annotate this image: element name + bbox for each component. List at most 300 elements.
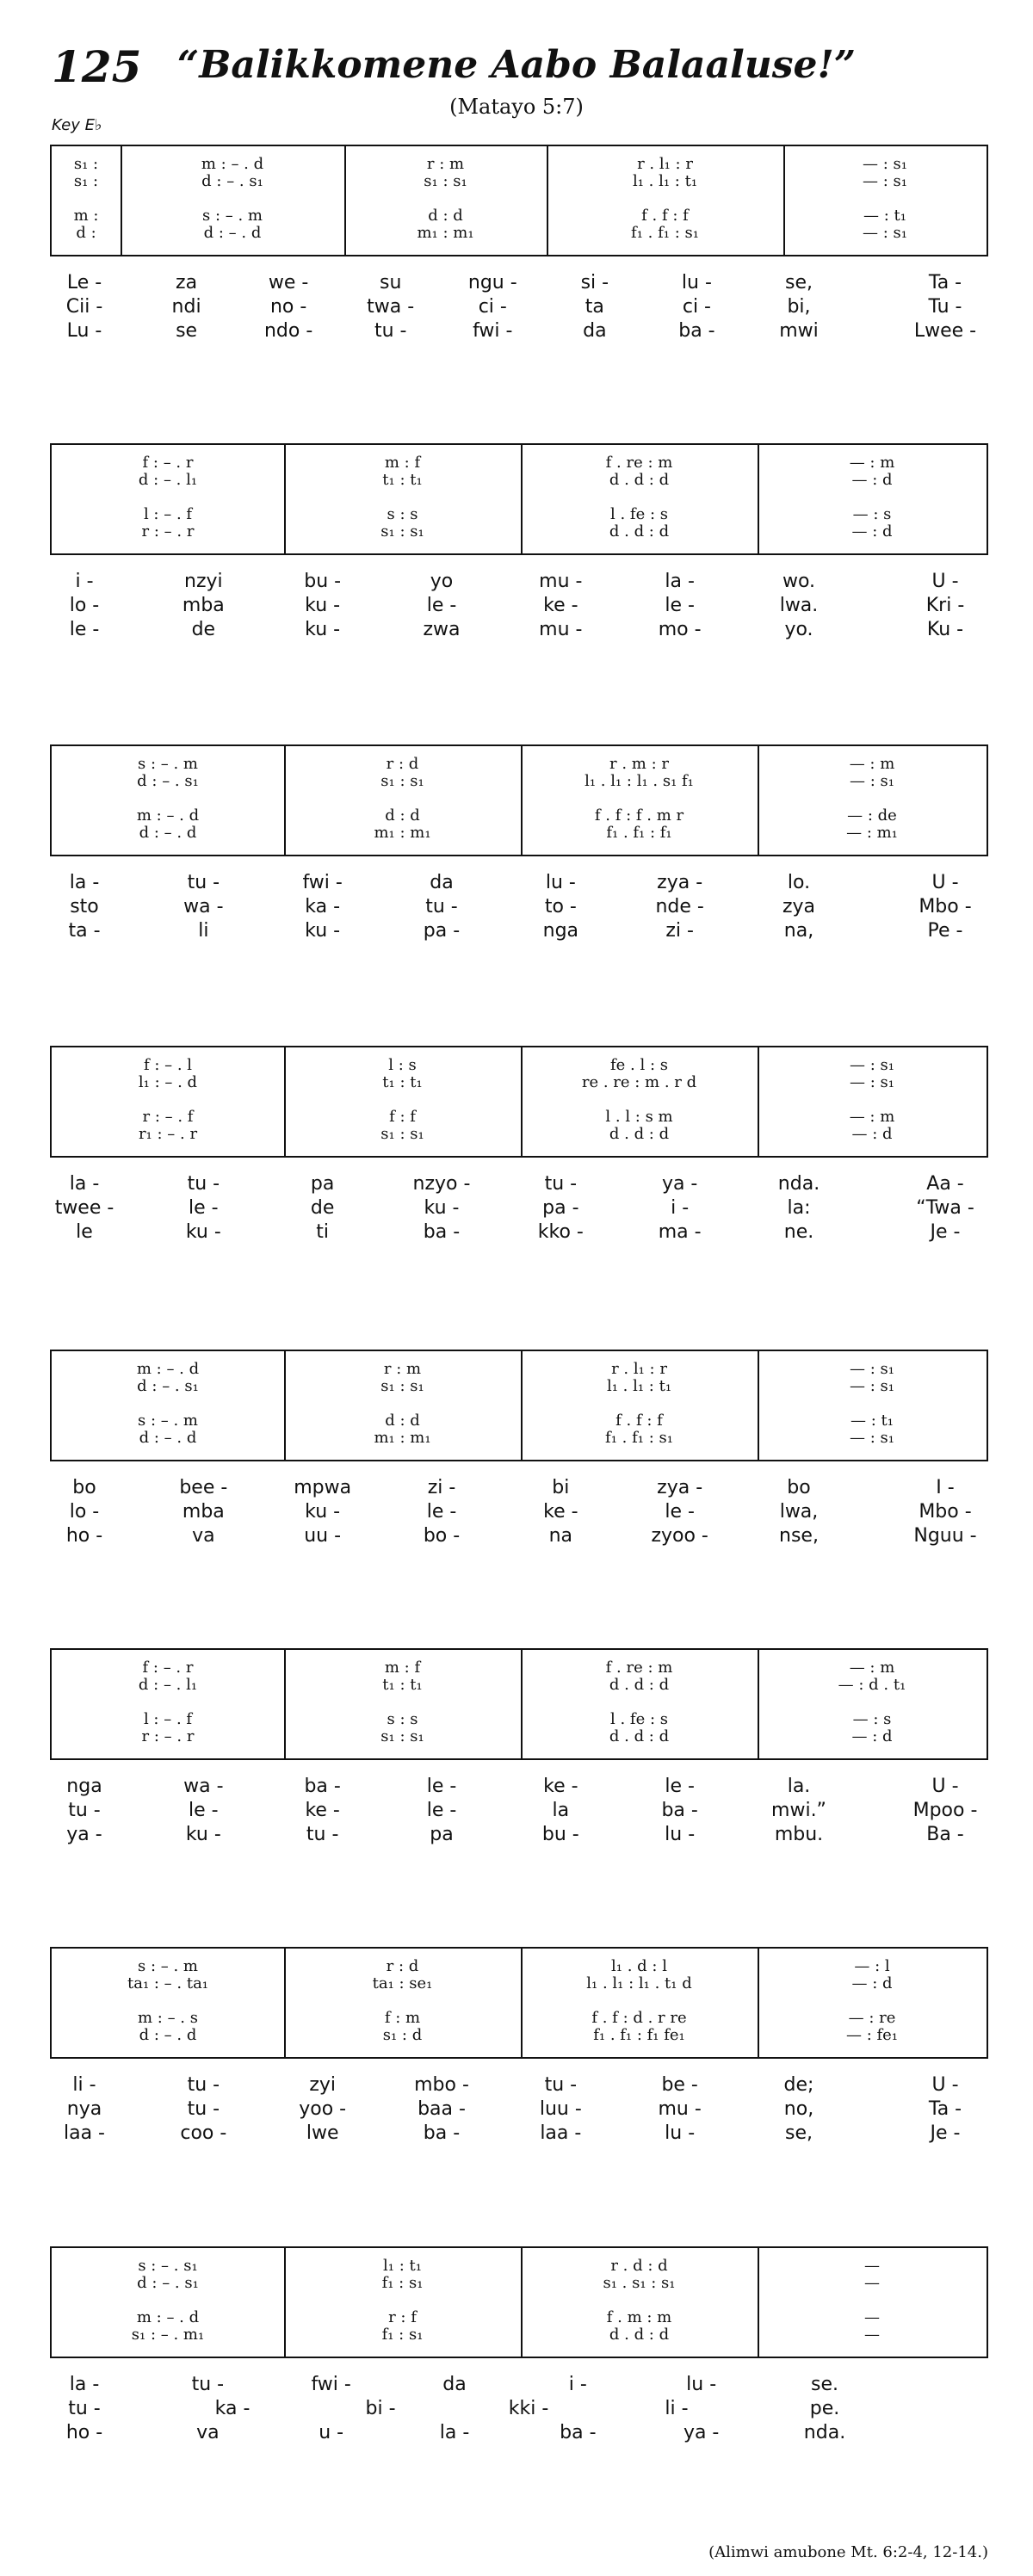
lyric-syllable: tu - (544, 2074, 578, 2096)
footer-reference: (Alimwi amubone Mt. 6:2-4, 12-14.) (708, 2543, 988, 2561)
solfa-cell: l₁ . d : l (611, 1957, 667, 1975)
barline (284, 746, 286, 855)
lyric-syllable: i - (568, 2374, 587, 2395)
solfa-cell: m : (73, 207, 99, 225)
lyric-syllable: U - (931, 1776, 959, 1797)
barline (758, 445, 759, 553)
lyric-syllable: yo. (784, 619, 813, 640)
lyric-syllable: bi (552, 1477, 570, 1498)
solfa-cell: l . fe : s (610, 1710, 668, 1728)
solfa-cell: f₁ . f₁ : s₁ (631, 224, 699, 242)
solfa-cell: m : – . d (136, 1360, 200, 1378)
solfa-cell: m₁ : m₁ (374, 1429, 431, 1447)
lyric-syllable: nda. (803, 2422, 846, 2443)
solfa-cell: s : – . m (138, 1412, 198, 1430)
lyric-syllable: Ta - (928, 272, 962, 293)
lyric-syllable: no - (269, 296, 307, 318)
music-system (50, 2246, 988, 2358)
solfa-cell: s : – . s₁ (138, 2257, 198, 2275)
lyric-syllable: li - (665, 2398, 689, 2419)
lyric-syllable: pa - (423, 920, 461, 942)
solfa-cell: l : s (388, 1056, 417, 1074)
lyric-syllable: lo - (69, 1501, 100, 1523)
lyric-syllable: se (176, 320, 198, 342)
lyric-syllable: Lu - (66, 320, 102, 342)
solfa-cell: — : m (849, 1659, 895, 1677)
solfa-cell: — : s₁ (850, 772, 894, 790)
lyric-syllable: la (552, 1800, 570, 1821)
solfa-cell: — : l (854, 1957, 890, 1975)
solfa-cell: s₁ : (73, 155, 99, 173)
lyric-syllable: ba - (304, 1776, 341, 1797)
lyric-syllable: no, (783, 2098, 814, 2120)
lyric-syllable: Le - (66, 272, 102, 293)
music-system (50, 1350, 988, 1461)
lyric-syllable: lu - (545, 872, 576, 893)
solfa-cell: — : s₁ (863, 172, 907, 190)
solfa-cell: d : d (385, 806, 420, 825)
lyric-syllable: Nguu - (913, 1525, 977, 1547)
solfa-cell: fe . l : s (610, 1056, 668, 1074)
barline (284, 1351, 286, 1460)
lyric-syllable: la - (439, 2422, 470, 2443)
lyric-syllable: laa - (540, 2122, 582, 2144)
lyric-syllable: tu - (187, 2074, 220, 2096)
lyric-syllable: Mbo - (919, 896, 972, 917)
lyric-syllable: Ku - (926, 619, 964, 640)
lyric-syllable: la - (69, 872, 100, 893)
lyric-syllable: Pe - (927, 920, 963, 942)
lyric-syllable: bu - (304, 571, 342, 592)
lyric-syllable: se, (785, 2122, 813, 2144)
lyric-syllable: mu - (539, 619, 583, 640)
solfa-cell: — : s (852, 1710, 892, 1728)
lyric-syllable: Mbo - (919, 1501, 972, 1523)
music-system (50, 145, 988, 256)
lyric-syllable: ku - (305, 920, 341, 942)
lyric-syllable: zyoo - (651, 1525, 708, 1547)
solfa-cell: — : s (852, 505, 892, 523)
barline (521, 445, 523, 553)
solfa-cell: — : s₁ (850, 1429, 894, 1447)
barline (521, 1949, 523, 2057)
solfa-cell: s₁ : s₁ (424, 172, 467, 190)
solfa-cell: d : – . l₁ (138, 471, 198, 489)
lyric-syllable: ci - (478, 296, 507, 318)
lyric-syllable: baa - (418, 2098, 466, 2120)
solfa-cell: s₁ : s₁ (380, 1377, 424, 1395)
key-signature: Key E♭ (52, 116, 102, 134)
solfa-cell: d : d (385, 1412, 420, 1430)
lyric-syllable: wa - (183, 1776, 224, 1797)
lyric-syllable: nzyo - (412, 1173, 471, 1195)
barline (121, 146, 122, 255)
solfa-cell: — : d (851, 471, 893, 489)
solfa-cell: r : m (383, 1360, 422, 1378)
lyric-syllable: ya - (661, 1173, 698, 1195)
lyric-syllable: ba - (678, 320, 715, 342)
solfa-cell: s₁ : s₁ (380, 1125, 424, 1143)
solfa-cell: r . l₁ : r (611, 1360, 667, 1378)
solfa-cell: — : s₁ (850, 1073, 894, 1091)
solfa-cell: s₁ : s₁ (380, 772, 424, 790)
lyric-syllable: tu - (68, 2398, 101, 2419)
lyric-syllable: wo. (782, 571, 816, 592)
lyric-syllable: pa (430, 1824, 454, 1845)
lyric-syllable: nya (66, 2098, 102, 2120)
solfa-cell: s₁ : d (382, 2026, 423, 2044)
lyric-syllable: fwi - (473, 320, 513, 342)
lyric-syllable: lu - (665, 1824, 696, 1845)
lyric-syllable: da (430, 872, 454, 893)
solfa-cell: l : – . f (143, 505, 193, 523)
lyric-syllable: pa (310, 1173, 335, 1195)
lyric-syllable: ti (316, 1221, 330, 1243)
solfa-cell: — : re (848, 2009, 896, 2027)
solfa-cell: l₁ : t₁ (383, 2257, 422, 2275)
solfa-cell: f . m : m (606, 2308, 672, 2326)
solfa-cell: d . d : d (609, 1727, 670, 1745)
solfa-cell: t₁ : t₁ (382, 1073, 423, 1091)
barline (758, 1949, 759, 2057)
solfa-cell: m₁ : m₁ (417, 224, 474, 242)
solfa-cell: f . f : d . r re (591, 2009, 687, 2027)
music-system (50, 443, 988, 555)
barline (284, 1047, 286, 1156)
solfa-cell: m : – . d (136, 806, 200, 825)
solfa-cell: r . l₁ : r (637, 155, 693, 173)
solfa-cell: t₁ : t₁ (382, 1676, 423, 1694)
lyric-syllable: lu - (686, 2374, 717, 2395)
solfa-cell: d : – . s₁ (137, 772, 199, 790)
lyric-syllable: U - (931, 2074, 959, 2096)
solfa-cell: ta₁ : se₁ (372, 1974, 433, 1992)
solfa-cell: — (864, 2274, 880, 2292)
lyric-syllable: ku - (305, 595, 341, 616)
hymn-number: 125 (52, 41, 142, 92)
lyric-syllable: le - (665, 595, 695, 616)
lyric-syllable: le - (665, 1776, 695, 1797)
solfa-cell: r : – . r (141, 522, 195, 541)
lyric-syllable: U - (931, 872, 959, 893)
solfa-cell: s : s (387, 505, 418, 523)
lyric-syllable: U - (931, 571, 959, 592)
lyric-syllable: ke - (305, 1800, 340, 1821)
music-system (50, 1947, 988, 2059)
lyric-syllable: Cii - (65, 296, 103, 318)
solfa-cell: — (864, 2257, 880, 2275)
lyric-syllable: sto (70, 896, 99, 917)
lyric-syllable: ndo - (263, 320, 313, 342)
lyric-syllable: ku - (305, 619, 341, 640)
barline (521, 1650, 523, 1758)
solfa-cell: r₁ : – . r (138, 1125, 198, 1143)
lyric-syllable: de (191, 619, 216, 640)
lyric-syllable: ngu - (467, 272, 517, 293)
solfa-cell: f₁ . f₁ : f₁ (606, 824, 672, 842)
solfa-cell: — : m (849, 755, 895, 773)
lyric-syllable: mwi.” (771, 1800, 826, 1821)
solfa-cell: r : f (388, 2308, 417, 2326)
lyric-syllable: ya - (66, 1824, 102, 1845)
lyric-syllable: twee - (54, 1197, 114, 1219)
lyric-syllable: ku - (305, 1501, 341, 1523)
lyric-syllable: ba - (423, 2122, 461, 2144)
solfa-cell: d : – . l₁ (138, 1676, 198, 1694)
barline (758, 1351, 759, 1460)
lyric-syllable: mpwa (294, 1477, 352, 1498)
lyric-syllable: to - (544, 896, 577, 917)
lyric-syllable: le - (189, 1800, 219, 1821)
lyric-syllable: le (76, 1221, 93, 1243)
lyric-syllable: mu - (539, 571, 583, 592)
solfa-cell: d . d : d (609, 2326, 670, 2344)
lyric-syllable: bo - (423, 1525, 461, 1547)
lyric-syllable: fwi - (302, 872, 343, 893)
solfa-cell: — : s₁ (850, 1056, 894, 1074)
barline (521, 1047, 523, 1156)
lyric-syllable: mwi (779, 320, 819, 342)
lyric-syllable: tu - (187, 872, 220, 893)
solfa-cell: f₁ : s₁ (381, 2274, 424, 2292)
solfa-cell: ta₁ : – . ta₁ (127, 1974, 209, 1992)
solfa-cell: — : d (851, 1125, 893, 1143)
solfa-cell: s : s (387, 1710, 418, 1728)
lyric-syllable: tu - (306, 1824, 339, 1845)
lyric-syllable: ba - (423, 1221, 461, 1243)
lyric-syllable: mba (182, 1501, 225, 1523)
lyric-syllable: kko - (537, 1221, 584, 1243)
solfa-cell: — : s₁ (850, 1360, 894, 1378)
lyric-syllable: kki - (508, 2398, 549, 2419)
solfa-cell: m : – . s (138, 2009, 198, 2027)
lyric-syllable: i - (75, 571, 94, 592)
lyric-syllable: Je - (930, 2122, 961, 2144)
lyric-syllable: le - (426, 1776, 457, 1797)
solfa-cell: — : d (851, 1974, 893, 1992)
solfa-cell: d : – . s₁ (201, 172, 263, 190)
music-system (50, 1046, 988, 1158)
lyric-syllable: “Twa - (916, 1197, 974, 1219)
solfa-cell: s₁ : – . m₁ (131, 2326, 205, 2344)
lyric-syllable: ke - (543, 1501, 578, 1523)
barline (758, 746, 759, 855)
lyric-syllable: le - (189, 1197, 219, 1219)
lyric-syllable: ku - (185, 1824, 221, 1845)
lyric-syllable: tu - (425, 896, 458, 917)
lyric-syllable: za (176, 272, 198, 293)
solfa-cell: d : – . d (139, 2026, 197, 2044)
solfa-cell: re . re : m . r d (581, 1073, 697, 1091)
lyric-syllable: lwa. (779, 595, 819, 616)
music-system (50, 1648, 988, 1760)
lyric-syllable: la: (787, 1197, 811, 1219)
solfa-cell: s : – . m (202, 207, 263, 225)
lyric-syllable: pe. (809, 2398, 840, 2419)
lyric-syllable: Mpoo - (912, 1800, 978, 1821)
solfa-cell: d : – . d (203, 224, 262, 242)
lyric-syllable: tu - (191, 2374, 225, 2395)
solfa-cell: d : – . d (139, 824, 197, 842)
lyric-syllable: fwi - (311, 2374, 351, 2395)
solfa-cell: l₁ . l₁ : t₁ (632, 172, 698, 190)
lyric-syllable: su (380, 272, 402, 293)
lyric-syllable: nga (542, 920, 579, 942)
lyric-syllable: ta - (68, 920, 101, 942)
lyric-syllable: lo. (787, 872, 811, 893)
lyric-syllable: bee - (179, 1477, 228, 1498)
lyric-syllable: lwe (306, 2122, 339, 2144)
solfa-cell: f . re : m (605, 454, 673, 472)
lyric-syllable: lu - (665, 2122, 696, 2144)
lyric-syllable: zya (782, 896, 816, 917)
solfa-cell: d : – . s₁ (137, 1377, 199, 1395)
barline (284, 1949, 286, 2057)
barline (284, 1650, 286, 1758)
barline (521, 2248, 523, 2357)
lyric-syllable: tu - (187, 1173, 220, 1195)
lyric-syllable: be - (661, 2074, 698, 2096)
solfa-cell: l₁ . l₁ : t₁ (606, 1377, 672, 1395)
solfa-cell: l : – . f (143, 1710, 193, 1728)
lyric-syllable: zyi (309, 2074, 336, 2096)
lyric-syllable: la. (787, 1776, 811, 1797)
lyric-syllable: ka - (305, 896, 341, 917)
lyric-syllable: zi - (665, 920, 694, 942)
lyric-syllable: nga (66, 1776, 102, 1797)
barline (758, 1650, 759, 1758)
lyric-syllable: si - (580, 272, 609, 293)
solfa-cell: — : s₁ (850, 1377, 894, 1395)
solfa-cell: — : s₁ (863, 155, 907, 173)
lyric-syllable: i - (671, 1197, 690, 1219)
barline (758, 1047, 759, 1156)
lyric-syllable: Ta - (928, 2098, 962, 2120)
solfa-cell: f : – . l (143, 1056, 193, 1074)
lyric-syllable: da (442, 2374, 467, 2395)
lyric-syllable: ya - (683, 2422, 720, 2443)
lyric-syllable: lo - (69, 595, 100, 616)
lyric-syllable: ta (585, 296, 604, 318)
lyric-syllable: mbu. (774, 1824, 824, 1845)
solfa-cell: r : – . r (141, 1727, 195, 1745)
barline (547, 146, 548, 255)
solfa-cell: m : – . d (136, 2308, 200, 2326)
solfa-cell: — : m (849, 454, 895, 472)
lyric-syllable: se, (785, 272, 813, 293)
lyric-syllable: ho - (65, 2422, 103, 2443)
lyric-syllable: twa - (367, 296, 415, 318)
lyric-syllable: bi, (787, 296, 811, 318)
solfa-cell: d : d (428, 207, 463, 225)
solfa-cell: — : t₁ (863, 207, 906, 225)
lyric-syllable: ci - (682, 296, 711, 318)
lyric-syllable: tu - (187, 2098, 220, 2120)
lyric-syllable: ku - (185, 1221, 221, 1243)
lyric-syllable: yoo - (299, 2098, 347, 2120)
lyric-syllable: Ba - (926, 1824, 964, 1845)
lyric-syllable: le - (426, 595, 457, 616)
solfa-cell: f : f (389, 1108, 416, 1126)
lyric-syllable: tu - (544, 1173, 578, 1195)
solfa-cell: s₁ : s₁ (380, 522, 424, 541)
lyric-syllable: uu - (304, 1525, 342, 1547)
lyric-syllable: mo - (658, 619, 702, 640)
solfa-cell: — : s₁ (863, 224, 907, 242)
solfa-cell: f₁ . f₁ : f₁ fe₁ (593, 2026, 685, 2044)
lyric-syllable: va (196, 2422, 220, 2443)
solfa-cell: l . l : s m (605, 1108, 673, 1126)
lyric-syllable: la - (69, 2374, 100, 2395)
solfa-cell: s : – . m (138, 755, 198, 773)
solfa-cell: s₁ . s₁ : s₁ (603, 2274, 676, 2292)
solfa-cell: r : m (426, 155, 465, 173)
lyric-syllable: yo (430, 571, 454, 592)
solfa-cell: — (864, 2326, 880, 2344)
solfa-cell: l . fe : s (610, 505, 668, 523)
lyric-syllable: le - (665, 1501, 695, 1523)
lyric-syllable: ba - (560, 2422, 597, 2443)
lyric-syllable: Kri - (925, 595, 965, 616)
solfa-cell: s : – . m (138, 1957, 198, 1975)
solfa-cell: s₁ : (73, 172, 99, 190)
lyric-syllable: de; (783, 2074, 814, 2096)
solfa-cell: r : d (386, 755, 419, 773)
solfa-cell: m : f (384, 1659, 421, 1677)
barline (758, 2248, 759, 2357)
lyric-syllable: va (192, 1525, 215, 1547)
barline (521, 746, 523, 855)
solfa-cell: d : – . d (139, 1429, 197, 1447)
lyric-syllable: le - (426, 1800, 457, 1821)
barline (783, 146, 785, 255)
solfa-cell: d : – . s₁ (137, 2274, 199, 2292)
lyric-syllable: de (310, 1197, 335, 1219)
solfa-cell: s₁ : s₁ (380, 1727, 424, 1745)
solfa-cell: r . d : d (610, 2257, 668, 2275)
solfa-cell: d : (76, 224, 96, 242)
lyric-syllable: Je - (930, 1221, 961, 1243)
solfa-cell: r . m : r (609, 755, 669, 773)
lyric-syllable: we - (268, 272, 309, 293)
solfa-cell: l₁ . l₁ : l₁ . t₁ d (586, 1974, 692, 1992)
solfa-cell: r : d (386, 1957, 419, 1975)
solfa-cell: — : m₁ (846, 824, 898, 842)
lyric-syllable: na (548, 1525, 573, 1547)
hymn-title: “Balikkomene Aabo Balaaluse!” (176, 43, 857, 87)
lyric-syllable: ka - (214, 2398, 251, 2419)
solfa-cell: t₁ : t₁ (382, 471, 423, 489)
barline (284, 2248, 286, 2357)
solfa-cell: — : fe₁ (845, 2026, 899, 2044)
lyric-syllable: lu - (681, 272, 712, 293)
solfa-cell: — : d . t₁ (838, 1676, 906, 1694)
solfa-cell: f : – . r (142, 1659, 194, 1677)
solfa-cell: f . f : f . m r (594, 806, 684, 825)
lyric-syllable: u - (319, 2422, 344, 2443)
lyric-syllable: ba - (661, 1800, 698, 1821)
lyric-syllable: bu - (541, 1824, 579, 1845)
lyric-syllable: ku - (424, 1197, 460, 1219)
solfa-cell: f . f : f (615, 1412, 663, 1430)
solfa-cell: f₁ . f₁ : s₁ (605, 1429, 673, 1447)
lyric-syllable: bi - (365, 2398, 396, 2419)
lyric-syllable: nzyi (184, 571, 223, 592)
solfa-cell: — : d (851, 522, 893, 541)
lyric-syllable: Lwee - (913, 320, 977, 342)
lyric-syllable: ke - (543, 1776, 578, 1797)
lyric-syllable: na, (783, 920, 814, 942)
